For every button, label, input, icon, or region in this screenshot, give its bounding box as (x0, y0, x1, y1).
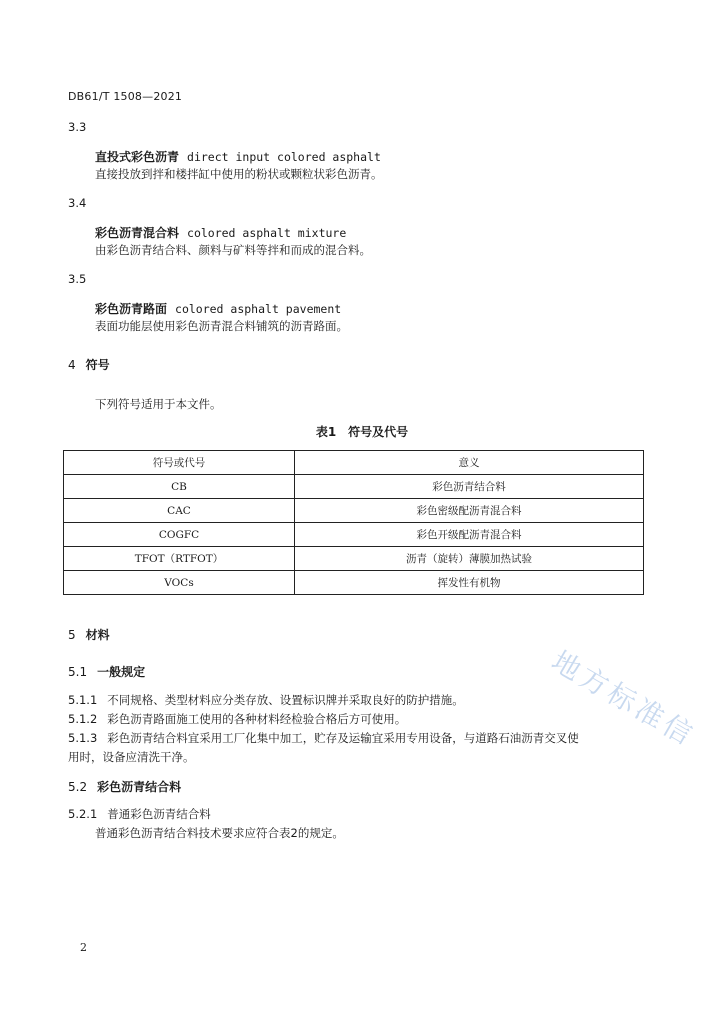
clause-5-1-3 (68, 730, 579, 746)
table-row (64, 475, 644, 499)
clause-5-1-1 (68, 692, 464, 708)
table-header-row (64, 451, 644, 475)
clause-number: 5.1.3 (68, 731, 98, 745)
table-row (64, 547, 644, 571)
table-cell-meaning: 挥发性有机物 (295, 571, 644, 595)
term-definition-3-3: 直接投放到拌和楼拌缸中使用的粉状或颗粒状彩色沥青。 (95, 167, 383, 181)
clause-text: 彩色沥青路面施工使用的各种材料经检验合格后方可使用。 (107, 712, 407, 726)
subsection-number: 5.1 (68, 665, 88, 679)
section-4-intro: 下列符号适用于本文件。 (95, 397, 222, 411)
table-cell-meaning: 彩色开级配沥青混合料 (295, 523, 644, 547)
table-cell-symbol: CB (64, 475, 295, 499)
table-row (64, 571, 644, 595)
table-header-meaning: 意义 (295, 451, 644, 475)
clause-number: 5.1.2 (68, 712, 98, 726)
subsection-title: 一般规定 (97, 665, 146, 679)
term-zh: 彩色沥青路面 (95, 302, 168, 316)
section-title: 符号 (85, 358, 110, 372)
clause-text: 不同规格、类型材料应分类存放、设置标识牌并采取良好的防护措施。 (107, 693, 464, 707)
clause-text: 彩色沥青结合料宜采用工厂化集中加工，贮存及运输宜采用专用设备，与道路石油沥青交叉使 (107, 731, 579, 745)
clause-title: 普通彩色沥青结合料 (107, 807, 211, 821)
term-title-3-4 (95, 224, 346, 241)
table-cell-meaning: 彩色密级配沥青混合料 (295, 499, 644, 523)
table-cell-symbol: COGFC (64, 523, 295, 547)
section-5-heading (68, 626, 110, 643)
term-zh: 直投式彩色沥青 (95, 150, 180, 164)
table-cell-meaning: 彩色沥青结合料 (295, 475, 644, 499)
clause-5-2-1-text: 普通彩色沥青结合料技术要求应符合表2的规定。 (95, 826, 344, 840)
term-number-3-3: 3.3 (68, 120, 87, 134)
subsection-title: 彩色沥青结合料 (97, 780, 182, 794)
clause-5-2-1 (68, 806, 211, 822)
clause-5-1-3-continuation: 用时，设备应清洗干净。 (68, 750, 195, 764)
watermark: 地方标准信 (546, 644, 702, 753)
table-cell-meaning: 沥青（旋转）薄膜加热试验 (295, 547, 644, 571)
table-row (64, 523, 644, 547)
section-number: 4 (68, 358, 76, 372)
term-zh: 彩色沥青混合料 (95, 226, 180, 240)
table-cell-symbol: CAC (64, 499, 295, 523)
term-en: colored asphalt pavement (175, 302, 342, 316)
term-number-3-5: 3.5 (68, 272, 87, 286)
subsection-5-1-heading (68, 663, 145, 680)
subsection-5-2-heading (68, 778, 181, 795)
page-number: 2 (80, 941, 87, 954)
term-definition-3-4: 由彩色沥青结合料、颜料与矿料等拌和而成的混合料。 (95, 243, 371, 257)
table-caption: 表1 符号及代号 (315, 425, 409, 439)
clause-5-1-2 (68, 711, 406, 727)
clause-number: 5.2.1 (68, 807, 98, 821)
table-cell-symbol: VOCs (64, 571, 295, 595)
section-title: 材料 (85, 628, 110, 642)
section-4-heading (68, 356, 110, 373)
term-definition-3-5: 表面功能层使用彩色沥青混合料铺筑的沥青路面。 (95, 319, 348, 333)
section-number: 5 (68, 628, 76, 642)
subsection-number: 5.2 (68, 780, 88, 794)
clause-number: 5.1.1 (68, 693, 98, 707)
term-number-3-4: 3.4 (68, 196, 87, 210)
term-title-3-3 (95, 148, 381, 165)
table-cell-symbol: TFOT（RTFOT） (64, 547, 295, 571)
term-title-3-5 (95, 300, 341, 317)
table-header-symbol: 符号或代号 (64, 451, 295, 475)
table-row (64, 499, 644, 523)
document-code: DB61/T 1508—2021 (68, 90, 183, 103)
symbols-table (63, 450, 644, 595)
term-en: direct input colored asphalt (187, 150, 381, 164)
term-en: colored asphalt mixture (187, 226, 347, 240)
